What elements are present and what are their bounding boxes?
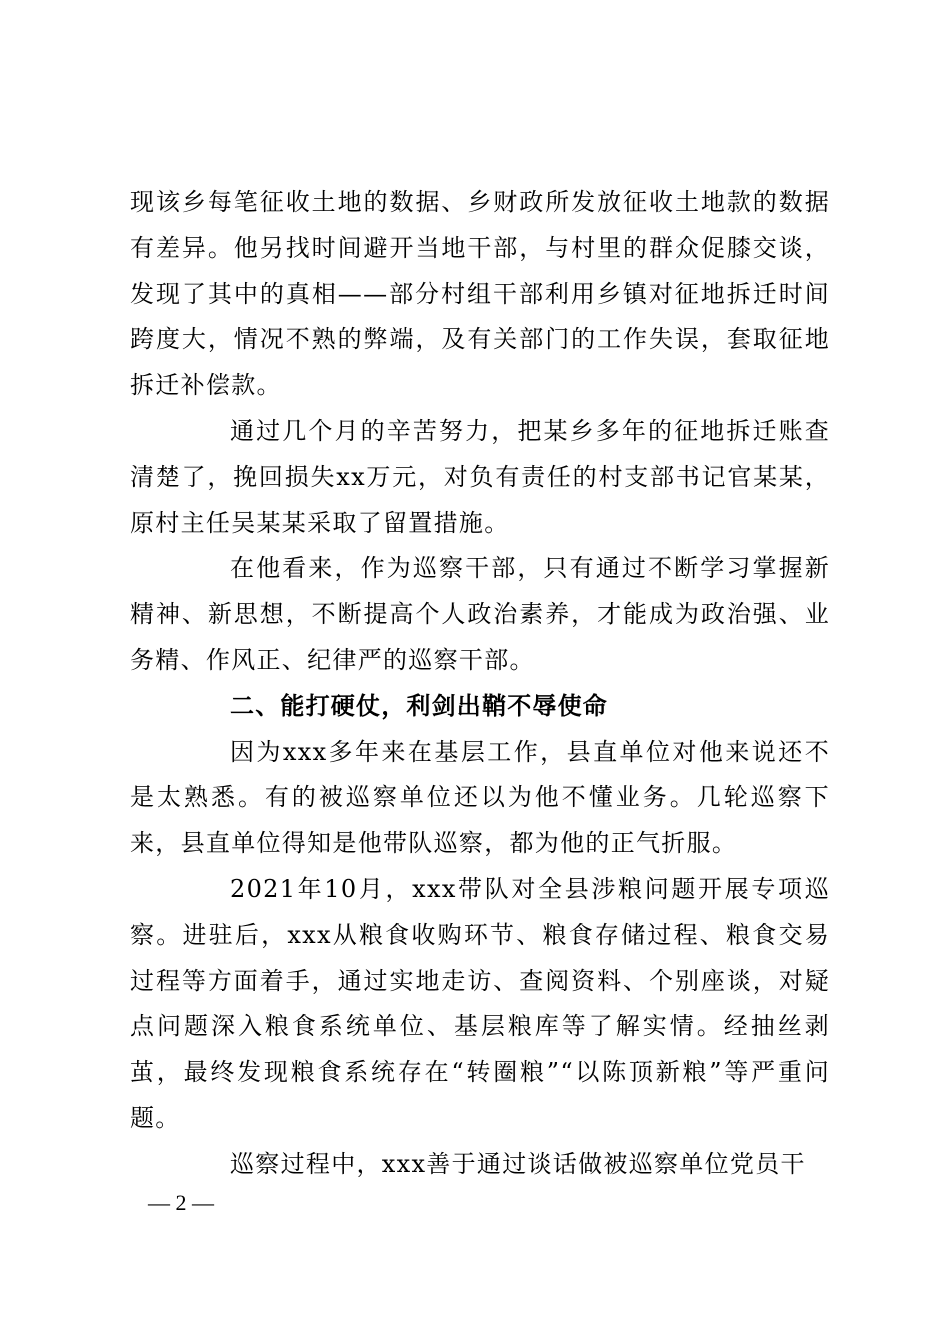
paragraph-grassroots: 因为xxx多年来在基层工作，县直单位对他来说还不是太熟悉。有的被巡察单位还以为他不懂业务。几轮巡察下来，县直单位得知是他带队巡察，都为他的正气折服。 (130, 737, 830, 858)
paragraph-inspection-process: 巡察过程中，xxx善于通过谈话做被巡察单位党员干 (230, 1149, 806, 1178)
document-body (130, 180, 830, 1188)
paragraph-grain-inspection: 2021年10月，xxx带队对全县涉粮问题开展专项巡察。进驻后，xxx从粮食收购环节、粮食存储过程、粮食交易过程等方面着手，通过实地走访、查阅资料、个别座谈，对疑点问题深入粮食系统单位、基层粮库等了解实情。经抽丝剥茧，最终发现粮食系统存在“转圈粮”“以陈顶新粮”等严重问题。 (130, 874, 830, 1132)
page-number: — 2 — (148, 1190, 214, 1215)
section-heading: 二、能打硬仗，利剑出鞘不辱使命 (230, 691, 608, 720)
paragraph-view: 在他看来，作为巡察干部，只有通过不断学习掌握新精神、新思想，不断提高个人政治素养，才能成为政治强、业务精、作风正、纪律严的巡察干部。 (130, 554, 830, 674)
paragraph-recovery: 通过几个月的辛苦努力，把某乡多年的征地拆迁账查清楚了，挽回损失xx万元，对负有责任的村支部书记官某某，原村主任吴某某采取了留置措施。 (130, 416, 830, 537)
paragraph-continuation: 现该乡每笔征收土地的数据、乡财政所发放征收土地款的数据有差异。他另找时间避开当地干部，与村里的群众促膝交谈，发现了其中的真相——部分村组干部利用乡镇对征地拆迁时间跨度大，情况不熟的弊端，及有关部门的工作失误，套取征地拆迁补偿款。 (130, 188, 830, 400)
